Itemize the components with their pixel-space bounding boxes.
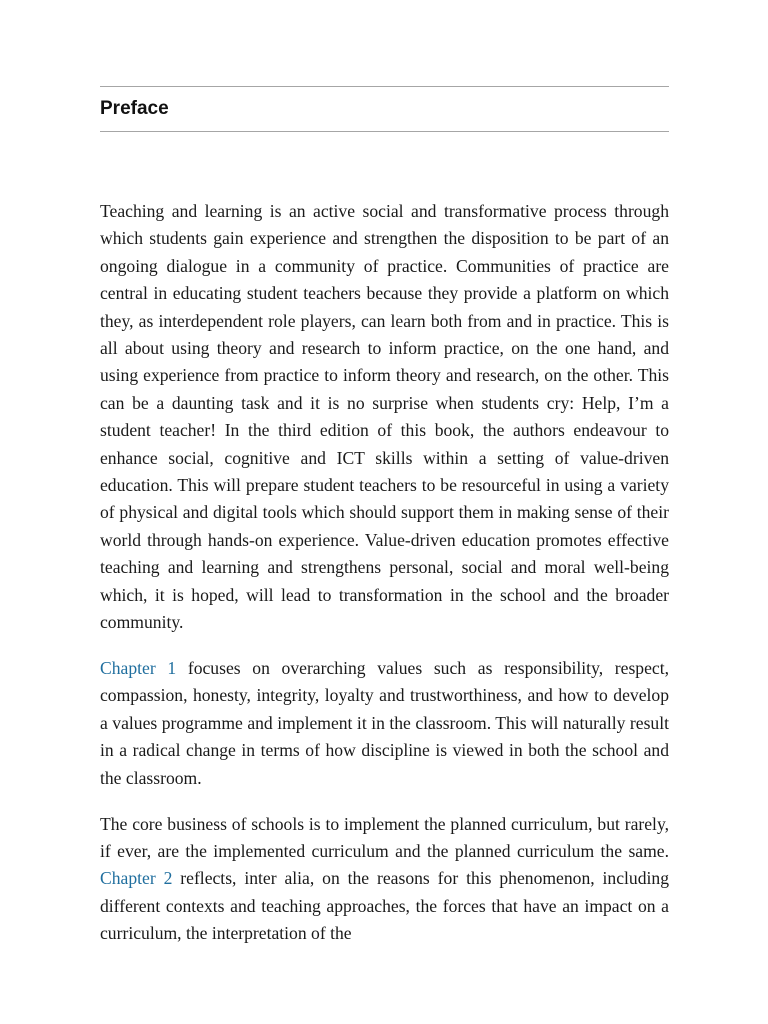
paragraph-3 [100, 811, 669, 948]
paragraph-3-text-before: The core business of schools is to implement the planned curriculum, but rarely, if ever, are the implemented curriculum and the planned curriculum the same. [100, 813, 669, 861]
paragraph-2-text: focuses on overarching values such as responsibility, respect, compassion, honesty, integrity, loyalty and trustworthiness, and how to develop a values programme and implement it in the classroom. This will naturally result in a radical change in terms of how discipline is viewed in both the school and the classroom. [100, 658, 670, 788]
document-page [100, 0, 669, 966]
paragraph-1-text: Teaching and learning is an active social and transformative process through which students gain experience and strengthen the disposition to be part of an ongoing dialogue in a community of practice. Communities of practice are central in educating student teachers because they provide a platform on which they, as interdependent role players, can learn both from and in practice. This is all about using theory and research to inform practice, on the one hand, and using experience from practice to inform theory and research, on the other. This can be a daunting task and it is no surprise when students cry: Help, I’m a student teacher! In the third edition of this book, the authors endeavour to enhance social, cognitive and ICT skills within a setting of value-driven education. This will prepare student teachers to be resourceful in using a variety of physical and digital tools which should support them in making sense of their world through hands-on experience. Value-driven education promotes effective teaching and learning and strengthens personal, social and moral well-being which, it is hoped, will lead to transformation in the school and the broader community. [100, 201, 669, 633]
preface-body [100, 198, 669, 948]
chapter-1-link[interactable]: Chapter 1 [100, 658, 177, 678]
paragraph-2 [100, 655, 669, 792]
section-heading: Preface [100, 98, 169, 119]
paragraph-1 [100, 198, 669, 637]
chapter-2-link[interactable]: Chapter 2 [100, 868, 173, 889]
bottom-divider [100, 131, 669, 132]
paragraph-3-text-after: reflects, inter alia, on the reasons for this phenomenon, including different contexts and teaching approaches, the forces that have an impact on a curriculum, the interpretation of the [100, 868, 669, 944]
